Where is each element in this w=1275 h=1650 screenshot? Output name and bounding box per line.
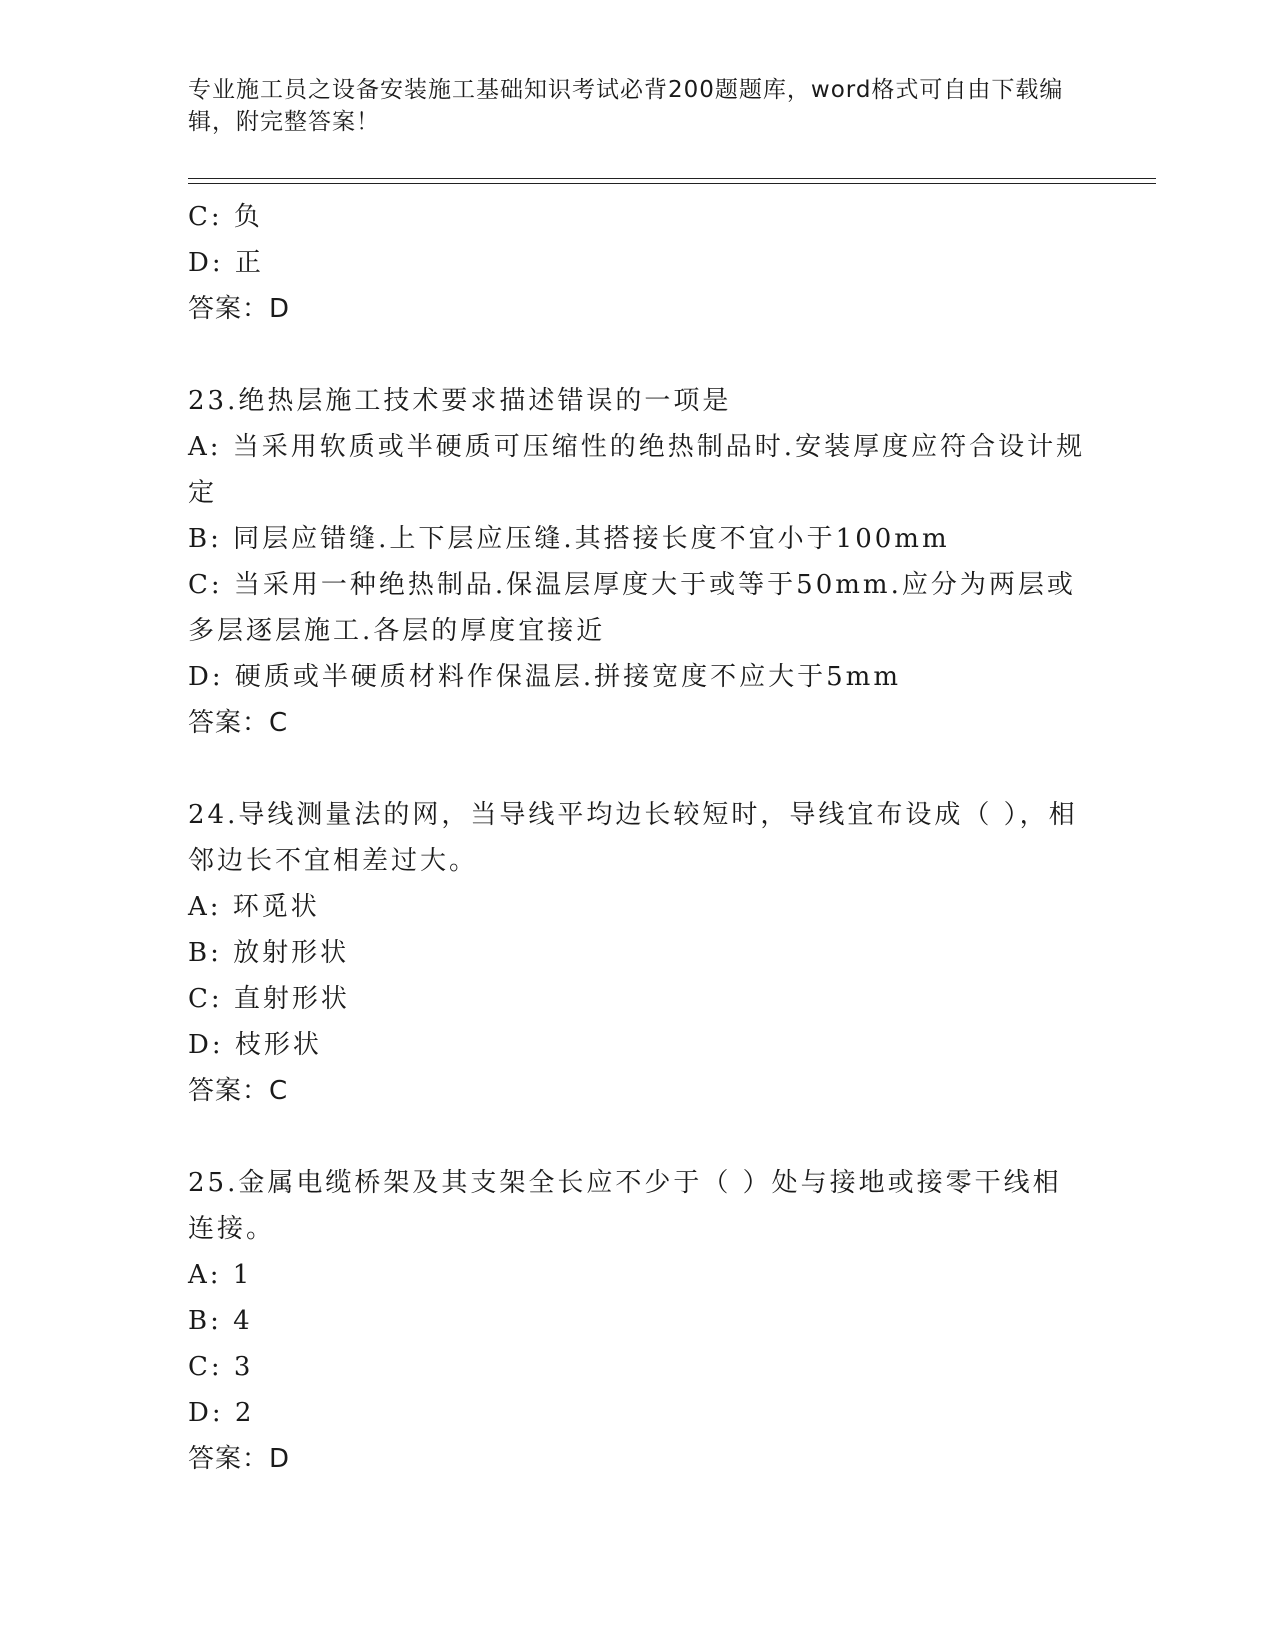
q25-answer: 答案：D xyxy=(188,1444,291,1474)
q22-answer: 答案：D xyxy=(188,294,291,324)
q25-question: 25.金属电缆桥架及其支架全长应不少于（ ）处与接地或接零干线相连接。 xyxy=(188,1168,1062,1244)
header-rule-bottom xyxy=(188,183,1156,184)
document-header: 专业施工员之设备安装施工基础知识考试必背200题题库，word格式可自由下载编辑，附完整答案！ xyxy=(188,77,1064,135)
exam-content xyxy=(188,194,1088,1482)
q24-option-b: B: 放射形状 xyxy=(188,938,350,968)
q23-question: 23.绝热层施工技术要求描述错误的一项是 xyxy=(188,386,732,416)
q24-option-a: A: 环觅状 xyxy=(188,892,320,922)
q23-option-d: D: 硬质或半硬质材料作保温层.拼接宽度不应大于5mm xyxy=(188,662,901,692)
q24-answer: 答案：C xyxy=(188,1076,289,1106)
spacer xyxy=(188,332,1088,378)
q25-option-d: D: 2 xyxy=(188,1398,255,1428)
q25-option-c: C: 3 xyxy=(188,1352,254,1382)
q24-option-d: D: 枝形状 xyxy=(188,1030,322,1060)
q22-option-c: C: 负 xyxy=(188,202,263,232)
q23-option-c: C: 当采用一种绝热制品.保温层厚度大于或等于50mm.应分为两层或多层逐层施工.各层的厚度宜接近 xyxy=(188,570,1076,646)
q25-option-a: A: 1 xyxy=(188,1260,253,1290)
q23-option-a: A: 当采用软质或半硬质可压缩性的绝热制品时.安装厚度应符合设计规定 xyxy=(188,432,1086,508)
q23-option-b: B: 同层应错缝.上下层应压缝.其搭接长度不宜小于100mm xyxy=(188,524,950,554)
q24-question: 24.导线测量法的网，当导线平均边长较短时，导线宜布设成（ ），相邻边长不宜相差过大。 xyxy=(188,800,1078,876)
q22-option-d: D: 正 xyxy=(188,248,264,278)
q23-answer: 答案：C xyxy=(188,708,289,738)
spacer xyxy=(188,746,1088,792)
q25-option-b: B: 4 xyxy=(188,1306,253,1336)
q24-option-c: C: 直射形状 xyxy=(188,984,350,1014)
spacer xyxy=(188,1114,1088,1160)
header-rule-top xyxy=(188,178,1156,179)
